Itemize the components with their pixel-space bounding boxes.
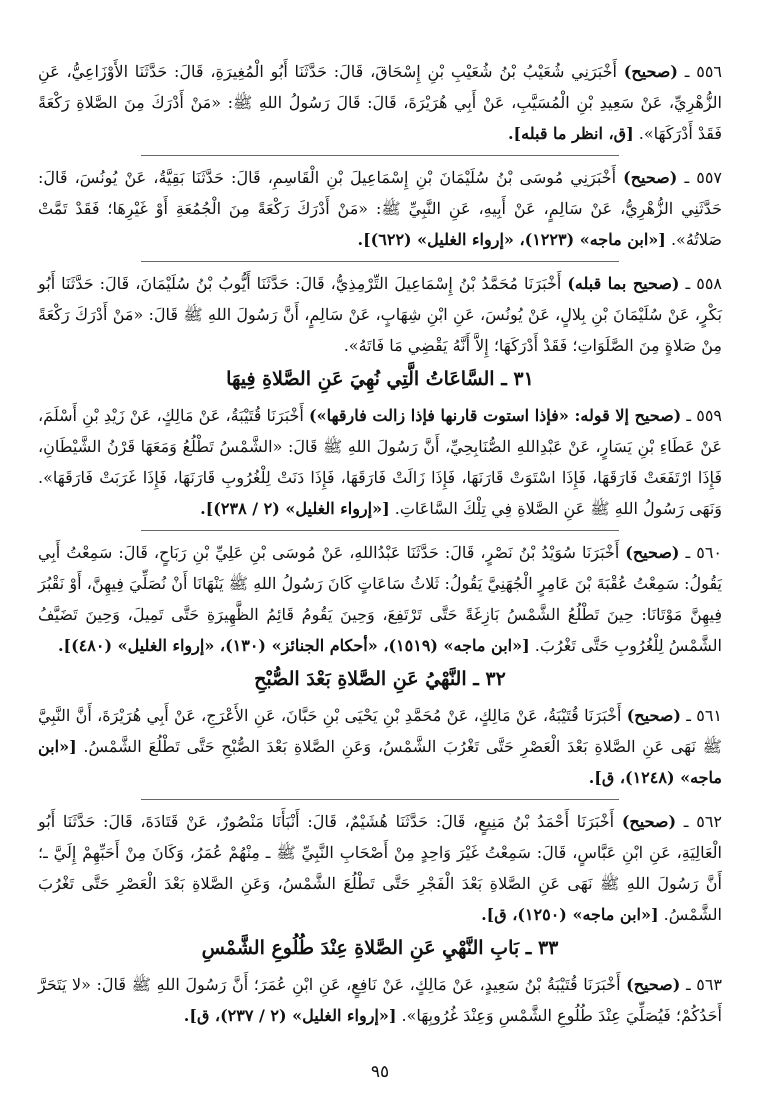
hadith-number: ٥٥٦ [696, 62, 722, 81]
hadith-grade: (صحيح) [623, 168, 678, 187]
hadith-number: ٥٦٣ [696, 975, 723, 994]
hadith-grade: (صحيح إلا قوله: «فإذا استوت قارنها فإذا زالت فارقها») [309, 406, 682, 425]
chapter-heading: ٣٢ ـ النَّهْيُ عَنِ الصَّلاةِ بَعْدَ الصُّبْحِ [254, 668, 506, 690]
page-number: ٩٥ [370, 1062, 390, 1082]
hadith-text: أَخْبَرَنَا سُوَيْدُ بْنُ نَصْرٍ، قَالَ: حَدَّثَنَا عَبْدُاللهِ، عَنْ مُوسَى بْنِ عَلِيِّ بْنِ رَبَاحٍ، قَالَ: سَمِعْتُ أَبِي يَقُولُ: سَمِعْتُ عُقْبَةَ بْنَ عَامِرٍ الْجُهَنِيَّ يَقُولُ: ثَلاثُ سَاعَاتٍ كَانَ رَسُولُ اللهِ ﷺ يَنْهَانَا أَنْ نُصَلِّيَ فِيهِنَّ، أَوْ نَقْبُرَ فِيهِنَّ مَوْتَانَا: حِينَ تَطْلُعُ الشَّمْسُ بَازِغَةً حَتَّى تَرْتَفِعَ، وَحِينَ يَقُومُ قَائِمُ الظَّهِيرَةِ حَتَّى تَمِيلَ، وَحِينَ تَضَيَّفُ الشَّمْسُ لِلْغُرُوبِ حَتَّى تَغْرُبَ. [38, 543, 722, 655]
hadith-grade: (صحيح) [621, 812, 677, 831]
hadith-paragraph: ٥٦٢ ـ (صحيح) أَخْبَرَنَا أَحْمَدُ بْنُ مَنِيعٍ، قَالَ: حَدَّثَنَا هُشَيْمٌ، قَالَ: أَنْبَأَنَا مَنْصُورٌ، عَنْ قَتَادَةَ، قَالَ: حَدَّثَنَا أَبُو الْعَالِيَةِ، عَنِ ابْنِ عَبَّاسٍ، قَالَ: سَمِعْتُ غَيْرَ وَاحِدٍ مِنْ أَصْحَابِ النَّبِيِّ ﷺ ـ مِنْهُمْ عُمَرُ، وَكَانَ مِنْ أَحَبِّهِمْ إِلَيَّ ـ؛ أَنَّ رَسُولَ اللهِ ﷺ نَهَى عَنِ الصَّلاةِ بَعْدَ الْفَجْرِ حَتَّى تَطْلُعَ الشَّمْسُ، وَعَنِ الصَّلاةِ بَعْدَ الْعَصْرِ حَتَّى تَغْرُبَ الشَّمْسُ. [«ابن ماجه» (١٢٥٠)، ق]. [38, 812, 723, 924]
hadith-grade: (صحيح) [626, 706, 681, 725]
hadith-text: أَخْبَرَنَا أَحْمَدُ بْنُ مَنِيعٍ، قَالَ: حَدَّثَنَا هُشَيْمٌ، قَالَ: أَنْبَأَنَا مَنْصُورٌ، عَنْ قَتَادَةَ، قَالَ: حَدَّثَنَا أَبُو الْعَالِيَةِ، عَنِ ابْنِ عَبَّاسٍ، قَالَ: سَمِعْتُ غَيْرَ وَاحِدٍ مِنْ أَصْحَابِ النَّبِيِّ ﷺ ـ مِنْهُمْ عُمَرُ، وَكَانَ مِنْ أَحَبِّهِمْ إِلَيَّ ـ؛ أَنَّ رَسُولَ اللهِ ﷺ نَهَى عَنِ الصَّلاةِ بَعْدَ الْفَجْرِ حَتَّى تَطْلُعَ الشَّمْسُ، وَعَنِ الصَّلاةِ بَعْدَ الْعَصْرِ حَتَّى تَغْرُبَ الشَّمْسُ. [38, 812, 723, 924]
page-content [38, 56, 722, 1031]
hadith-paragraph: ٥٦٠ ـ (صحيح) أَخْبَرَنَا سُوَيْدُ بْنُ نَصْرٍ، قَالَ: حَدَّثَنَا عَبْدُاللهِ، عَنْ مُوسَى بْنِ عَلِيِّ بْنِ رَبَاحٍ، قَالَ: سَمِعْتُ أَبِي يَقُولُ: سَمِعْتُ عُقْبَةَ بْنَ عَامِرٍ الْجُهَنِيَّ يَقُولُ: ثَلاثُ سَاعَاتٍ كَانَ رَسُولُ اللهِ ﷺ يَنْهَانَا أَنْ نُصَلِّيَ فِيهِنَّ، أَوْ نَقْبُرَ فِيهِنَّ مَوْتَانَا: حِينَ تَطْلُعُ الشَّمْسُ بَازِغَةً حَتَّى تَرْتَفِعَ، وَحِينَ يَقُومُ قَائِمُ الظَّهِيرَةِ حَتَّى تَمِيلَ، وَحِينَ تَضَيَّفُ الشَّمْسُ لِلْغُرُوبِ حَتَّى تَغْرُبَ. [«ابن ماجه» (١٥١٩)، «أحكام الجنائز» (١٣٠)، «إرواء الغليل» (٤٨٠)]. [38, 543, 722, 655]
hadith-text: أَخْبَرَنَا قُتَيْبَةُ، عَنْ مَالِكٍ، عَنْ مُحَمَّدِ بْنِ يَحْيَى بْنِ حَبَّانَ، عَنِ الأَعْرَجِ، عَنْ أَبِي هُرَيْرَةَ، أَنَّ النَّبِيَّ ﷺ نَهَى عَنِ الصَّلاةِ بَعْدَ الْعَصْرِ حَتَّى تَغْرُبَ الشَّمْسُ، وَعَنِ الصَّلاةِ بَعْدَ الصُّبْحِ حَتَّى تَطْلُعَ الشَّمْسُ. [38, 706, 722, 756]
hadith-number: ٥٥٧ [696, 168, 723, 187]
separator-line [141, 155, 620, 156]
hadith-paragraph: ٥٥٦ ـ (صحيح) أَخْبَرَنِي شُعَيْبُ بْنُ شُعَيْبِ بْنِ إِسْحَاقَ، قَالَ: حَدَّثَنَا أَبُو الْمُغِيرَةِ، قَالَ: حَدَّثَنَا الأَوْزَاعِيُّ، عَنِ الزُّهْرِيِّ، عَنْ سَعِيدِ بْنِ الْمُسَيَّبِ، عَنْ أَبِي هُرَيْرَةَ، قَالَ: قَالَ رَسُولُ اللهِ ﷺ: «مَنْ أَدْرَكَ مِنَ الصَّلاةِ رَكْعَةً فَقَدْ أَدْرَكَهَا». [ق، انظر ما قبله]. [38, 62, 722, 143]
hadith-number: ٥٦١ [696, 706, 723, 725]
hadith-reference: [«ابن ماجه» (١٥١٩)، «أحكام الجنائز» (١٣٠)، «إرواء الغليل» (٤٨٠)]. [57, 636, 530, 655]
hadith-text: أَخْبَرَنَا قُتَيْبَةُ بْنُ سَعِيدٍ، عَنْ مَالِكٍ، عَنْ نَافِعٍ، عَنِ ابْنِ عُمَرَ؛ أَنَّ رَسُولَ اللهِ ﷺ قَالَ: «لا يَتَحَرَّ أَحَدُكُمْ؛ فَيُصَلِّيَ عِنْدَ طُلُوعِ الشَّمْسِ وَعِنْدَ غُرُوبِهَا». [38, 975, 722, 1025]
hadith-text: أَخْبَرَنَا قُتَيْبَةُ، عَنْ مَالِكٍ، عَنْ زَيْدِ بْنِ أَسْلَمَ، عَنْ عَطَاءِ بْنِ يَسَارٍ، عَنْ عَبْدِاللهِ الصُّنَابِحِيِّ، أَنَّ رَسُولَ اللهِ ﷺ قَالَ: «الشَّمْسُ تَطْلُعُ وَمَعَهَا قَرْنُ الشَّيْطَانِ، فَإِذَا ارْتَفَعَتْ فَارَقَهَا، فَإِذَا اسْتَوَتْ قَارَنَهَا، فَإِذَا زَالَتْ فَارَقَهَا، فَإِذَا دَنَتْ لِلْغُرُوبِ قَارَنَهَا، فَإِذَا غَرَبَتْ فَارَقَهَا». وَنَهَى رَسُولُ اللهِ ﷺ عَنِ الصَّلاةِ فِي تِلْكَ السَّاعَاتِ. [38, 406, 722, 518]
hadith-paragraph: ٥٦٣ ـ (صحيح) أَخْبَرَنَا قُتَيْبَةُ بْنُ سَعِيدٍ، عَنْ مَالِكٍ، عَنْ نَافِعٍ، عَنِ ابْنِ عُمَرَ؛ أَنَّ رَسُولَ اللهِ ﷺ قَالَ: «لا يَتَحَرَّ أَحَدُكُمْ؛ فَيُصَلِّيَ عِنْدَ طُلُوعِ الشَّمْسِ وَعِنْدَ غُرُوبِهَا». [«إرواء الغليل» (٢ / ٢٣٧)، ق]. [38, 975, 723, 1025]
separator-line [141, 530, 620, 531]
chapter-heading: ٣١ ـ السَّاعَاتُ الَّتِي نُهِيَ عَنِ الصَّلاةِ فِيهَا [226, 368, 534, 390]
hadith-reference: [«ابن ماجه» (١٢٤٨)، ق]. [38, 737, 722, 787]
chapter-heading: ٣٣ ـ بَابِ النَّهْيِ عَنِ الصَّلاةِ عِنْدَ طُلُوعِ الشَّمْسِ [201, 937, 559, 959]
hadith-grade: (صحيح بما قبله) [567, 274, 680, 293]
hadith-paragraph: ٥٥٧ ـ (صحيح) أَخْبَرَنِي مُوسَى بْنُ سُلَيْمَانَ بْنِ إِسْمَاعِيلَ بْنِ الْقَاسِمِ، قَالَ: حَدَّثَنَا بَقِيَّةُ، عَنْ يُونُسَ، قَالَ: حَدَّثَنِي الزُّهْرِيُّ، عَنْ سَالِمٍ، عَنْ أَبِيهِ، عَنِ النَّبِيِّ ﷺ: «مَنْ أَدْرَكَ رَكْعَةً مِنَ الْجُمُعَةِ أَوْ غَيْرِهَا؛ فَقَدْ تَمَّتْ صَلاتُهُ». [«ابن ماجه» (١٢٢٣)، «إرواء الغليل» (٦٢٢)]. [38, 168, 723, 249]
hadith-number: ٥٦٠ [696, 543, 722, 562]
hadith-text: أَخْبَرَنِي شُعَيْبُ بْنُ شُعَيْبِ بْنِ إِسْحَاقَ، قَالَ: حَدَّثَنَا أَبُو الْمُغِيرَةِ، قَالَ: حَدَّثَنَا الأَوْزَاعِيُّ، عَنِ الزُّهْرِيِّ، عَنْ سَعِيدِ بْنِ الْمُسَيَّبِ، عَنْ أَبِي هُرَيْرَةَ، قَالَ: قَالَ رَسُولُ اللهِ ﷺ: «مَنْ أَدْرَكَ مِنَ الصَّلاةِ رَكْعَةً فَقَدْ أَدْرَكَهَا». [38, 62, 722, 143]
hadith-grade: (صحيح) [626, 975, 681, 994]
separator-line [141, 261, 620, 262]
separator-line [141, 799, 620, 800]
hadith-reference: [ق، انظر ما قبله]. [507, 124, 634, 143]
hadith-paragraph: ٥٥٨ ـ (صحيح بما قبله) أَخْبَرَنَا مُحَمَّدُ بْنُ إِسْمَاعِيلَ التِّرْمِذِيُّ، قَالَ: حَدَّثَنَا أَيُّوبُ بْنُ سُلَيْمَانَ، قَالَ: حَدَّثَنَا أَبُو بَكْرٍ، عَنْ سُلَيْمَانَ بْنِ بِلالٍ، عَنْ يُونُسَ، عَنِ ابْنِ شِهَابٍ، عَنْ سَالِمٍ، أَنَّ رَسُولَ اللهِ ﷺ قَالَ: «مَنْ أَدْرَكَ رَكْعَةً مِنْ صَلاةٍ مِنَ الصَّلَوَاتِ؛ فَقَدْ أَدْرَكَهَا؛ إِلاَّ أَنَّهُ يَقْضِي مَا فَاتَهُ». [38, 274, 722, 355]
hadith-reference: [«إرواء الغليل» (٢ / ٢٣٨)]. [200, 499, 390, 518]
hadith-number: ٥٥٨ [696, 274, 722, 293]
hadith-number: ٥٥٩ [696, 406, 723, 425]
hadith-reference: [«إرواء الغليل» (٢ / ٢٣٧)، ق]. [183, 1006, 397, 1025]
hadith-text: أَخْبَرَنِي مُوسَى بْنُ سُلَيْمَانَ بْنِ إِسْمَاعِيلَ بْنِ الْقَاسِمِ، قَالَ: حَدَّثَنَا بَقِيَّةُ، عَنْ يُونُسَ، قَالَ: حَدَّثَنِي الزُّهْرِيُّ، عَنْ سَالِمٍ، عَنْ أَبِيهِ، عَنِ النَّبِيِّ ﷺ: «مَنْ أَدْرَكَ رَكْعَةً مِنَ الْجُمُعَةِ أَوْ غَيْرِهَا؛ فَقَدْ تَمَّتْ صَلاتُهُ». [38, 168, 722, 249]
hadith-paragraph: ٥٦١ ـ (صحيح) أَخْبَرَنَا قُتَيْبَةُ، عَنْ مَالِكٍ، عَنْ مُحَمَّدِ بْنِ يَحْيَى بْنِ حَبَّانَ، عَنِ الأَعْرَجِ، عَنْ أَبِي هُرَيْرَةَ، أَنَّ النَّبِيَّ ﷺ نَهَى عَنِ الصَّلاةِ بَعْدَ الْعَصْرِ حَتَّى تَغْرُبَ الشَّمْسُ، وَعَنِ الصَّلاةِ بَعْدَ الصُّبْحِ حَتَّى تَطْلُعَ الشَّمْسُ. [«ابن ماجه» (١٢٤٨)، ق]. [38, 706, 723, 787]
hadith-paragraph: ٥٥٩ ـ (صحيح إلا قوله: «فإذا استوت قارنها فإذا زالت فارقها») أَخْبَرَنَا قُتَيْبَةُ، عَنْ مَالِكٍ، عَنْ زَيْدِ بْنِ أَسْلَمَ، عَنْ عَطَاءِ بْنِ يَسَارٍ، عَنْ عَبْدِاللهِ الصُّنَابِحِيِّ، أَنَّ رَسُولَ اللهِ ﷺ قَالَ: «الشَّمْسُ تَطْلُعُ وَمَعَهَا قَرْنُ الشَّيْطَانِ، فَإِذَا ارْتَفَعَتْ فَارَقَهَا، فَإِذَا اسْتَوَتْ قَارَنَهَا، فَإِذَا زَالَتْ فَارَقَهَا، فَإِذَا دَنَتْ لِلْغُرُوبِ قَارَنَهَا، فَإِذَا غَرَبَتْ فَارَقَهَا». وَنَهَى رَسُولُ اللهِ ﷺ عَنِ الصَّلاةِ فِي تِلْكَ السَّاعَاتِ. [«إرواء الغليل» (٢ / ٢٣٨)]. [38, 406, 723, 518]
hadith-grade: (صحيح) [623, 62, 678, 81]
hadith-reference: [«ابن ماجه» (١٢٥٠)، ق]. [481, 905, 659, 924]
hadith-grade: (صحيح) [625, 543, 680, 562]
hadith-reference: [«ابن ماجه» (١٢٢٣)، «إرواء الغليل» (٦٢٢)]. [357, 230, 666, 249]
hadith-text: أَخْبَرَنَا مُحَمَّدُ بْنُ إِسْمَاعِيلَ التِّرْمِذِيُّ، قَالَ: حَدَّثَنَا أَيُّوبُ بْنُ سُلَيْمَانَ، قَالَ: حَدَّثَنَا أَبُو بَكْرٍ، عَنْ سُلَيْمَانَ بْنِ بِلالٍ، عَنْ يُونُسَ، عَنِ ابْنِ شِهَابٍ، عَنْ سَالِمٍ، أَنَّ رَسُولَ اللهِ ﷺ قَالَ: «مَنْ أَدْرَكَ رَكْعَةً مِنْ صَلاةٍ مِنَ الصَّلَوَاتِ؛ فَقَدْ أَدْرَكَهَا؛ إِلاَّ أَنَّهُ يَقْضِي مَا فَاتَهُ». [38, 274, 722, 355]
hadith-number: ٥٦٢ [696, 812, 722, 831]
